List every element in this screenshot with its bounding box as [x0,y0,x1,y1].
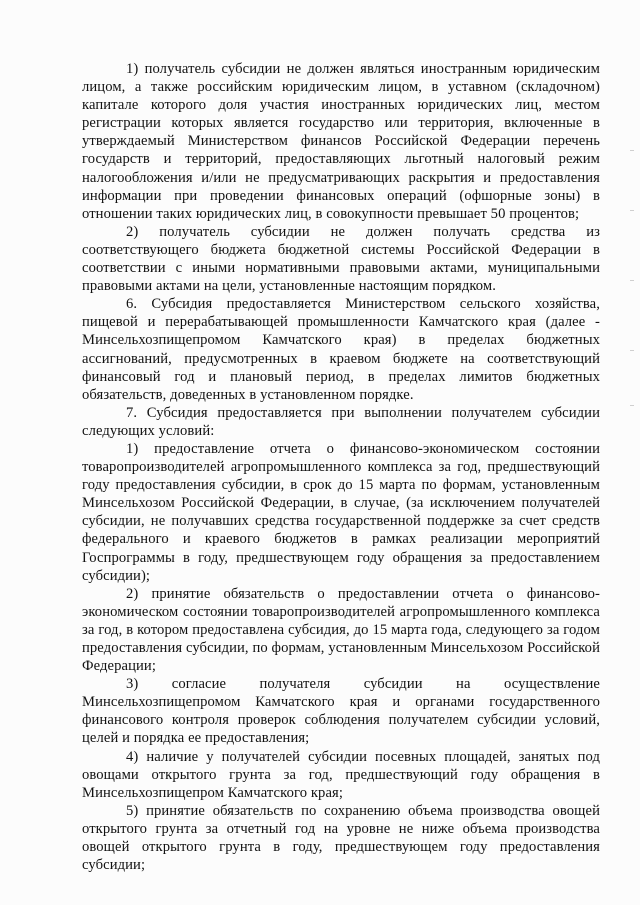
paragraph-1-foreign-entity: 1) получатель субсидии не должен являться иностранным юридическим лицом, а также российским юридическим лицом, в уставном (складочном) капитале которого доля участия иностранных юридических лиц, местом регистрации которых является государство или территория, включенные в утверждаемый Министерством финансов Российской Федерации перечень государств и территорий, предоставляющих льготный налоговый режим налогообложения и/или не предусматривающих раскрытия и предоставления информации при проведении финансовых операций (офшорные зоны) в отношении таких юридических лиц, в совокупности превышает 50 процентов; [82,61,600,222]
paragraph-6-provision: 6. Субсидия предоставляется Министерством сельского хозяйства, пищевой и перерабатывающей промышленности Камчатского края (далее - Минсельхозпищепромом Камчатского края) в пределах бюджетных ассигнований, предусмотренных в краевом бюджете на соответствующий финансовый год и плановый период, в пределах лимитов бюджетных обязательств, доведенных в установленном порядке. [82,296,600,403]
paragraph-7-conditions: 7. Субсидия предоставляется при выполнении получателем субсидии следующих условий: [82,404,600,439]
document-body [82,60,600,874]
condition-2-obligation-report: 2) принятие обязательств о предоставлении отчета о финансово-экономическом состоянии товаропроизводителей агропромышленного комплекса за год, в котором предоставлена субсидия, до 15 марта года, следующего за годом предоставления субсидии, по формам, установленным Минсельхозом Российской Федерации; [82,585,600,675]
condition-1-report: 1) предоставление отчета о финансово-экономическом состоянии товаропроизводителей агропромышленного комплекса за год, предшествующий году предоставления субсидии, в срок до 15 марта по формам, установленным Минсельхозом Российской Федерации, в случае, (за исключением получателей субсидии, не получавших средства государственной поддержке за счет средств федерального и краевого бюджетов в рамках реализации мероприятий Госпрограммы в году, предшествующем году обращения за предоставлением субсидии); [82,440,600,584]
paragraph-2-no-other-funds: 2) получатель субсидии не должен получать средства из соответствующего бюджета бюджетной системы Российской Федерации в соответствии с иными нормативными правовыми актами, муниципальными правовыми актами на цели, установленные настоящим порядком. [82,223,600,295]
condition-3-consent: 3) согласие получателя субсидии на осуществление Минсельхозпищепромом Камчатского края и органами государственного финансового контроля проверок соблюдения получателем субсидии условий, целей и порядка ее предоставления; [82,676,600,747]
scan-edge-marks [630,150,636,410]
condition-5-production-volume: 5) принятие обязательств по сохранению объема производства овощей открытого грунта за отчетный год на уровне не ниже объема производства овощей открытого грунта в году, предшествующем году предоставления субсидии; [82,802,600,874]
condition-4-sown-areas: 4) наличие у получателей субсидии посевных площадей, занятых под овощами открытого грунта за год, предшествующий году обращения в Минсельхозпищепром Камчатского края; [82,748,600,801]
